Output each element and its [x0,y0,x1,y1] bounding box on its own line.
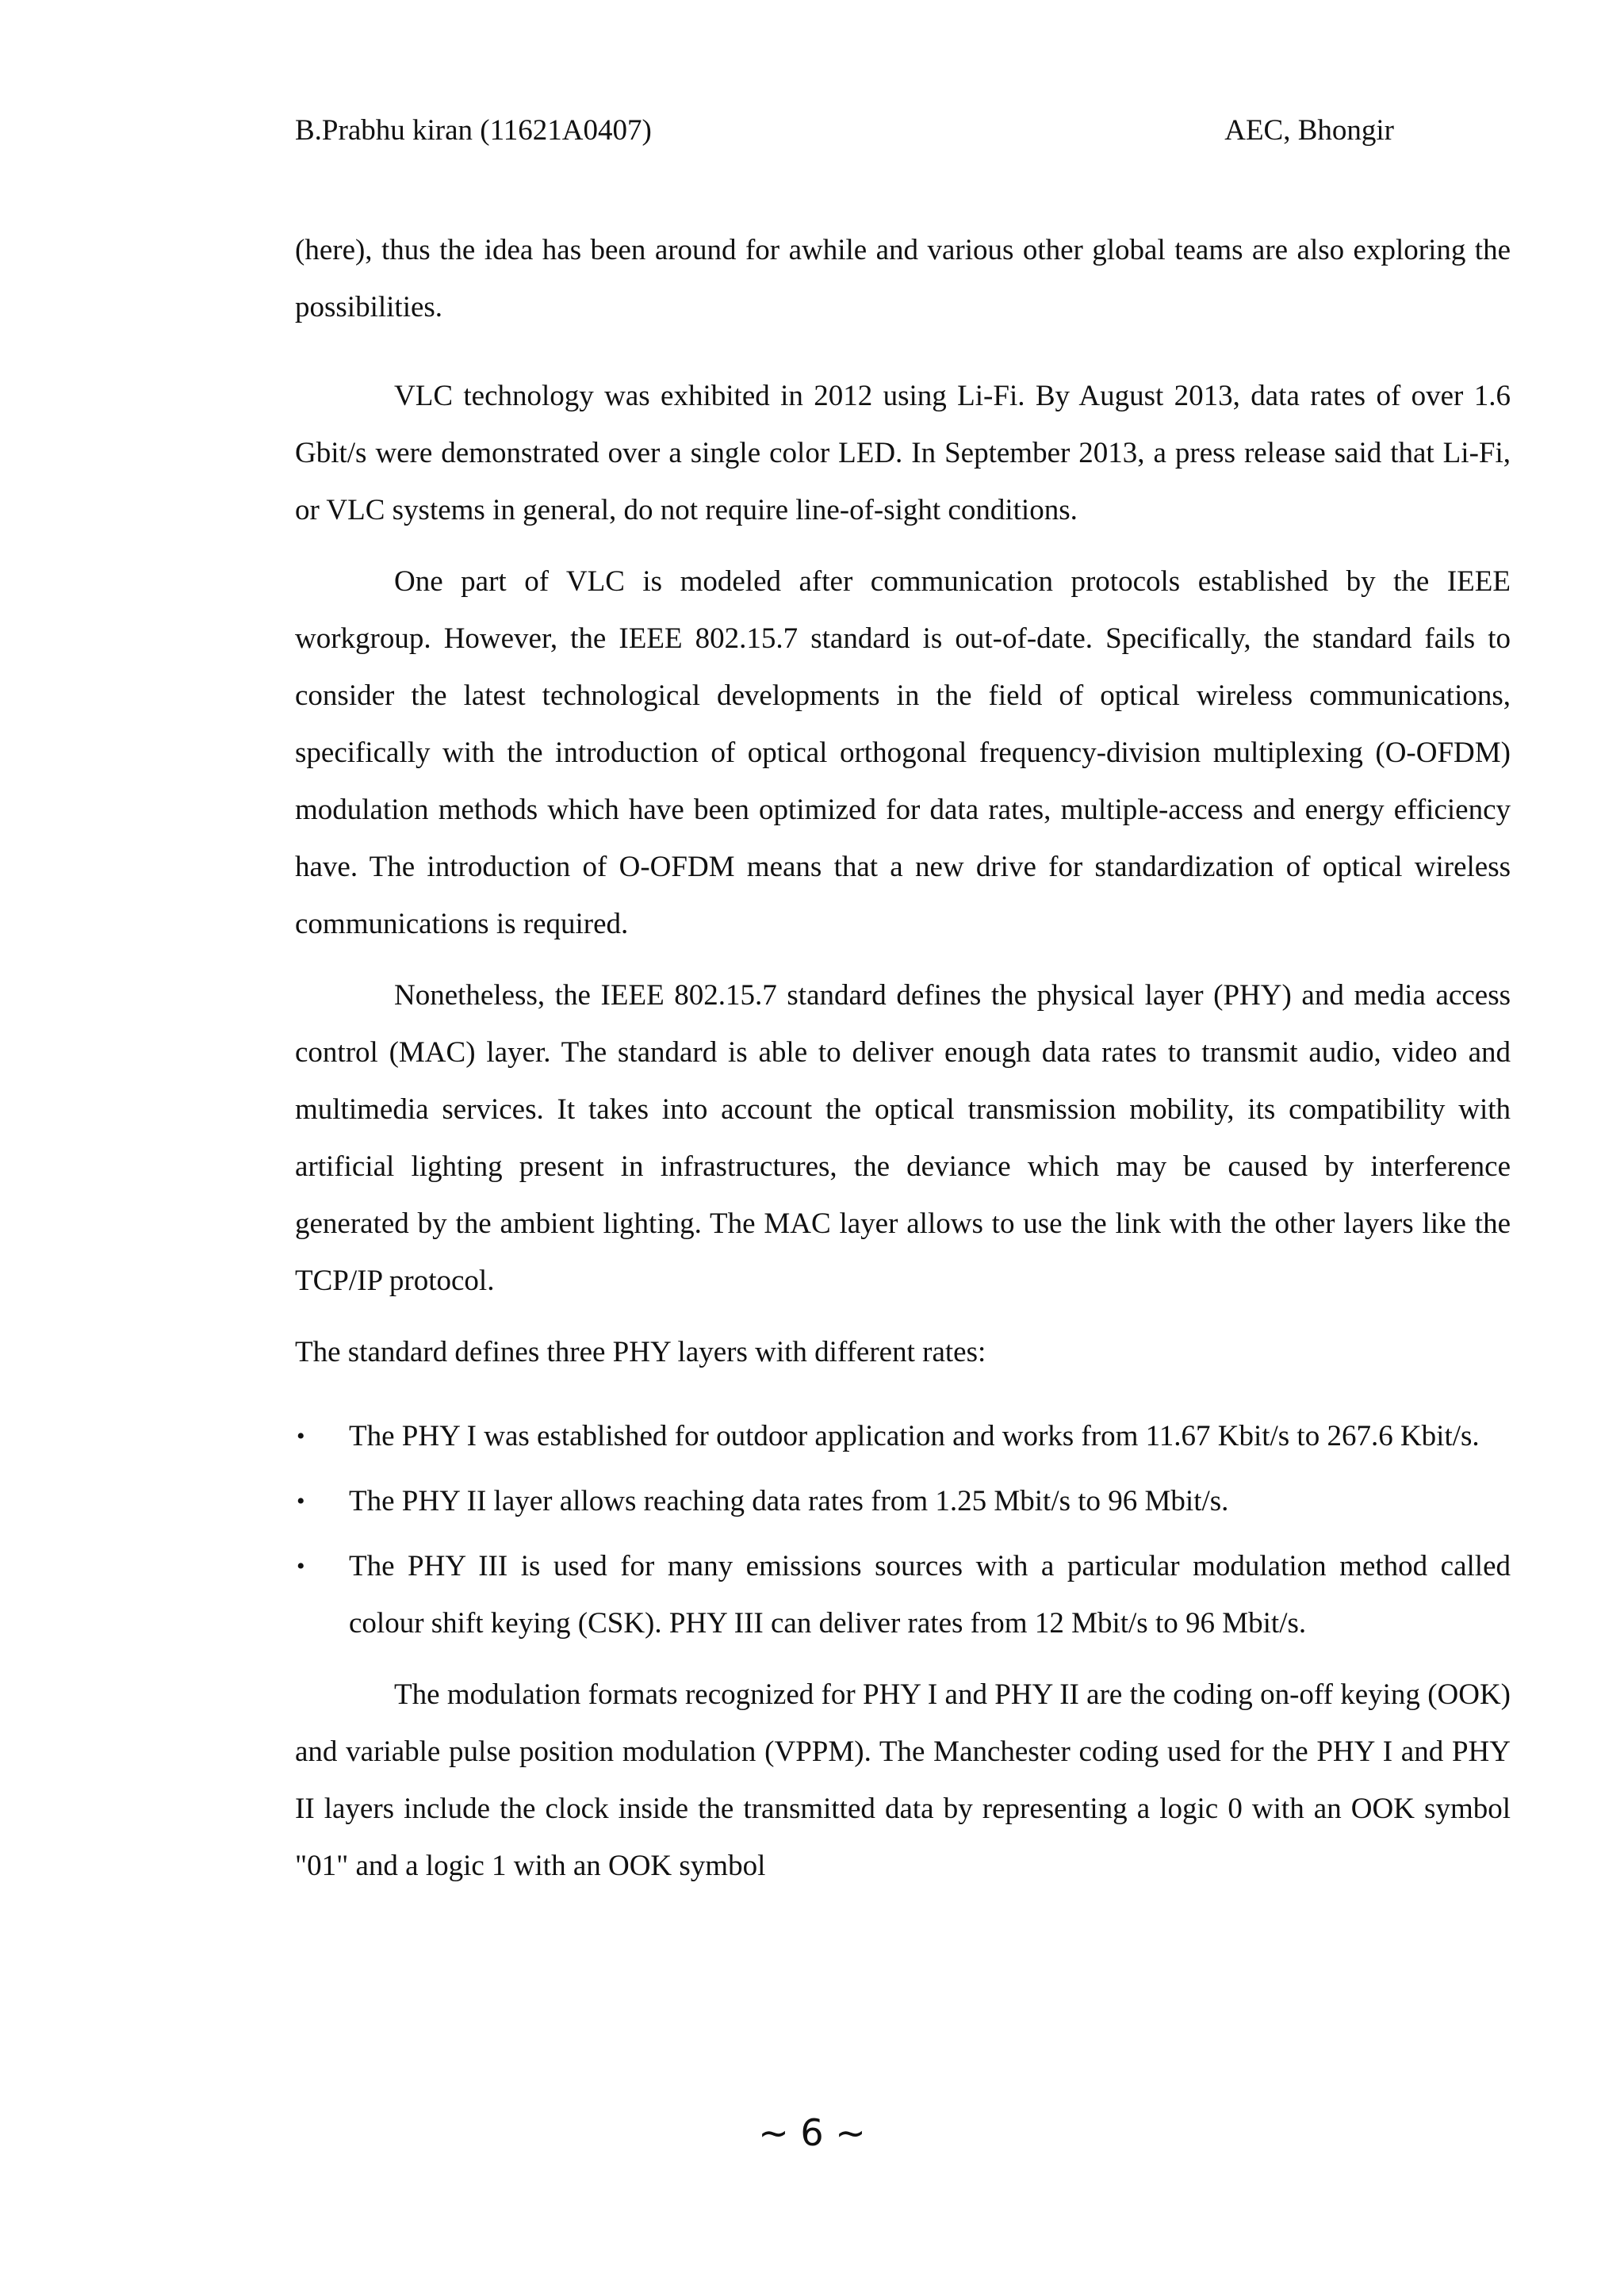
paragraph-continuation: (here), thus the idea has been around for awhile and various other global teams are also exploring the possibilities. [295,234,1511,323]
paragraph-modulation-formats: The modulation formats recognized for PHY I and PHY II are the coding on-off keying (OOK) and variable pulse position modulation (VPPM). The Manchester coding used for the PHY I and PHY II layers include the clock inside the transmitted data by representing a logic 0 with an OOK symbol "01" and a logic 1 with an OOK symbol [295,1678,1511,1882]
bullet-icon: • [297,1423,305,1449]
page-number: ~ 6 ~ [758,2111,866,2154]
paragraph-phy-intro: The standard defines three PHY layers with different rates: [295,1336,986,1368]
paragraph-ieee-workgroup: One part of VLC is modeled after communication protocols established by the IEEE workgroup. However, the IEEE 802.15.7 standard is out-of-date. Specifically, the standard fails to consider the latest technological developments in the field of optical wireless communications, specifically with the introduction of optical orthogonal frequency-division multiplexing (O-OFDM) modulation methods which have been optimized for data rates, multiple-access and energy efficiency have. The introduction of O-OFDM means that a new drive for standardization of optical wireless communications is required. [295,565,1511,940]
list-item-text: The PHY III is used for many emissions sources with a particular modulation method called colour shift keying (CSK). PHY III can deliver rates from 12 Mbit/s to 96 Mbit/s. [349,1550,1511,1640]
header-author: B.Prabhu kiran (11621A0407) [295,114,652,147]
page-body [295,222,1511,1895]
list-item-text: The PHY I was established for outdoor application and works from 11.67 Kbit/s to 267.6 Kbit/s. [349,1420,1480,1452]
list-item [295,1408,1511,1465]
phy-layers-list [295,1408,1511,1652]
bullet-icon: • [297,1553,305,1579]
header-institution: AEC, Bhongir [1224,114,1394,147]
list-item [295,1473,1511,1530]
paragraph-phy-mac: Nonetheless, the IEEE 802.15.7 standard defines the physical layer (PHY) and media access control (MAC) layer. The standard is able to deliver enough data rates to transmit audio, video and multimedia services. It takes into account the optical transmission mobility, its compatibility with artificial lighting present in infrastructures, the deviance which may be caused by interference generated by the ambient lighting. The MAC layer allows to use the link with the other layers like the TCP/IP protocol. [295,979,1511,1297]
paragraph-vlc-exhibition: VLC technology was exhibited in 2012 using Li-Fi. By August 2013, data rates of over 1.6 Gbit/s were demonstrated over a single color LED. In September 2013, a press release said that Li-Fi, or VLC systems in general, do not require line-of-sight conditions. [295,380,1511,526]
list-item [295,1538,1511,1652]
list-item-text: The PHY II layer allows reaching data rates from 1.25 Mbit/s to 96 Mbit/s. [349,1485,1229,1517]
page-header [295,107,1394,155]
bullet-icon: • [297,1488,305,1514]
